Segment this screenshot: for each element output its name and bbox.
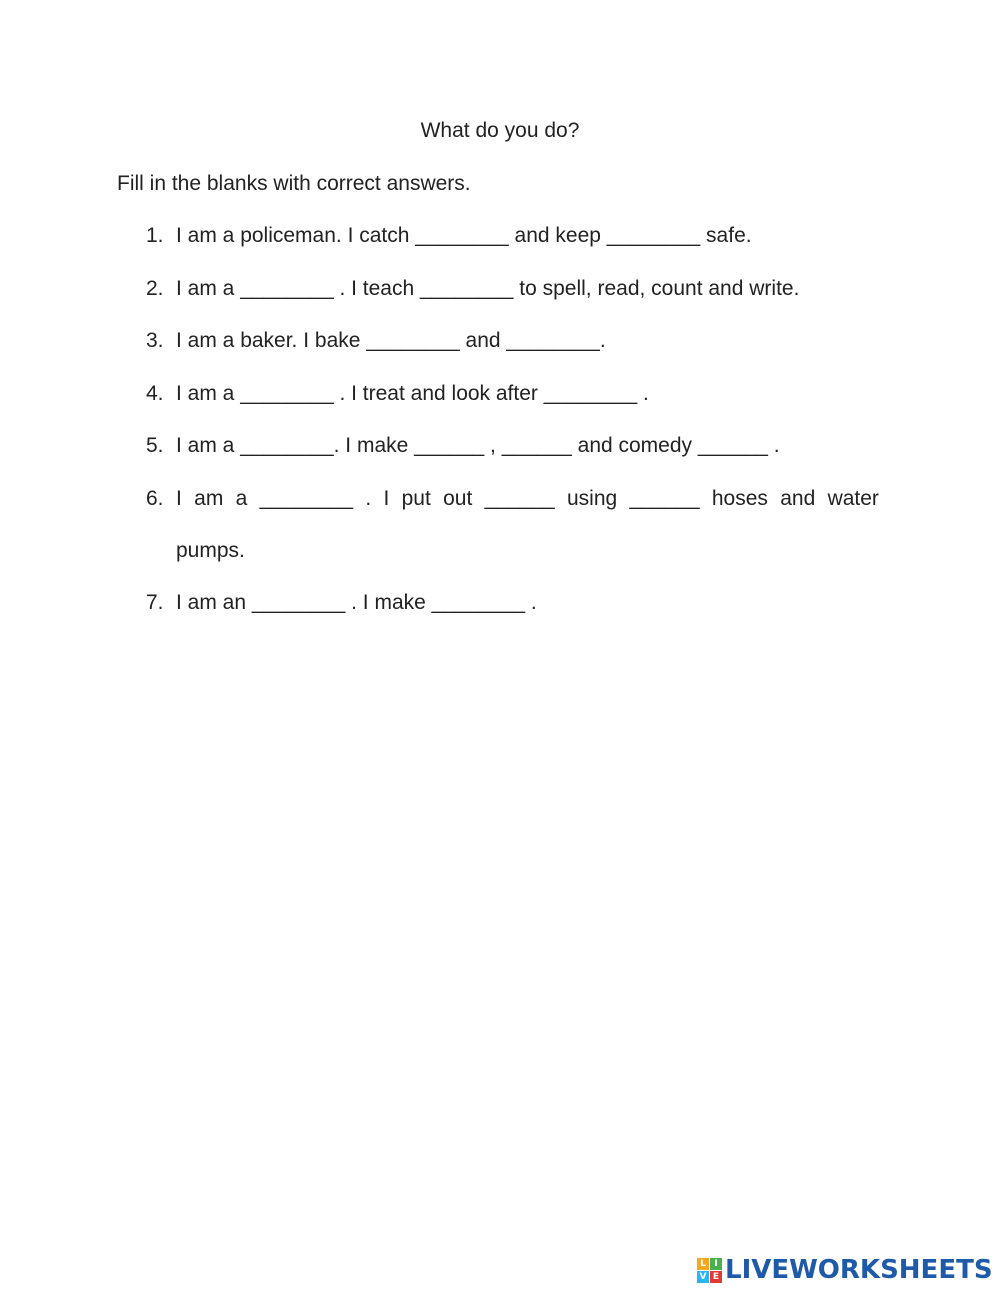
question-text: I am a ________. I make ______ , ______ and comedy ______ . xyxy=(176,434,780,457)
question-text: I am a policeman. I catch ________ and keep ________ safe. xyxy=(176,224,752,247)
blank: ______ xyxy=(629,487,700,510)
question-number: 5. xyxy=(146,434,164,457)
blank: ______ xyxy=(484,487,555,510)
instruction-text: Fill in the blanks with correct answers. xyxy=(117,172,471,195)
question-3 xyxy=(146,328,606,354)
word: water xyxy=(827,487,879,510)
logo-text: LIVEWORKSHEETS xyxy=(725,1255,993,1285)
question-text: I am a baker. I bake ________ and ________. xyxy=(176,329,606,352)
question-text: I am an ________ . I make ________ . xyxy=(176,591,537,614)
question-number: 7. xyxy=(146,591,164,614)
question-1 xyxy=(146,223,752,249)
word: out xyxy=(443,487,473,510)
word: . xyxy=(365,487,372,510)
question-number: 1. xyxy=(146,224,164,247)
logo-block: E xyxy=(710,1271,722,1283)
word: am xyxy=(194,487,224,510)
logo-blocks-icon xyxy=(697,1258,722,1283)
question-7 xyxy=(146,590,537,616)
question-6 xyxy=(146,486,879,512)
question-number: 3. xyxy=(146,329,164,352)
question-5 xyxy=(146,433,780,459)
blank: ________ xyxy=(259,487,354,510)
question-number: 2. xyxy=(146,277,164,300)
question-4 xyxy=(146,381,649,407)
question-number: 6. xyxy=(146,487,164,510)
word: I xyxy=(383,487,390,510)
question-2 xyxy=(146,276,799,302)
question-6-continuation: pumps. xyxy=(176,539,245,562)
word: hoses xyxy=(711,487,768,510)
question-text: I am a ________ . I teach ________ to spell, read, count and write. xyxy=(176,277,800,300)
worksheet-title: What do you do? xyxy=(420,119,580,142)
word: using xyxy=(567,487,618,510)
logo-block: V xyxy=(697,1271,709,1283)
logo-block: L xyxy=(697,1258,709,1270)
question-text: I am a ________ . I treat and look after ________ . xyxy=(176,382,649,405)
word: I xyxy=(176,487,182,510)
logo-block: I xyxy=(710,1258,722,1270)
liveworksheets-logo xyxy=(697,1253,993,1287)
word: a xyxy=(235,487,248,510)
word: put xyxy=(401,487,431,510)
question-number: 4. xyxy=(146,382,164,405)
word: and xyxy=(780,487,816,510)
